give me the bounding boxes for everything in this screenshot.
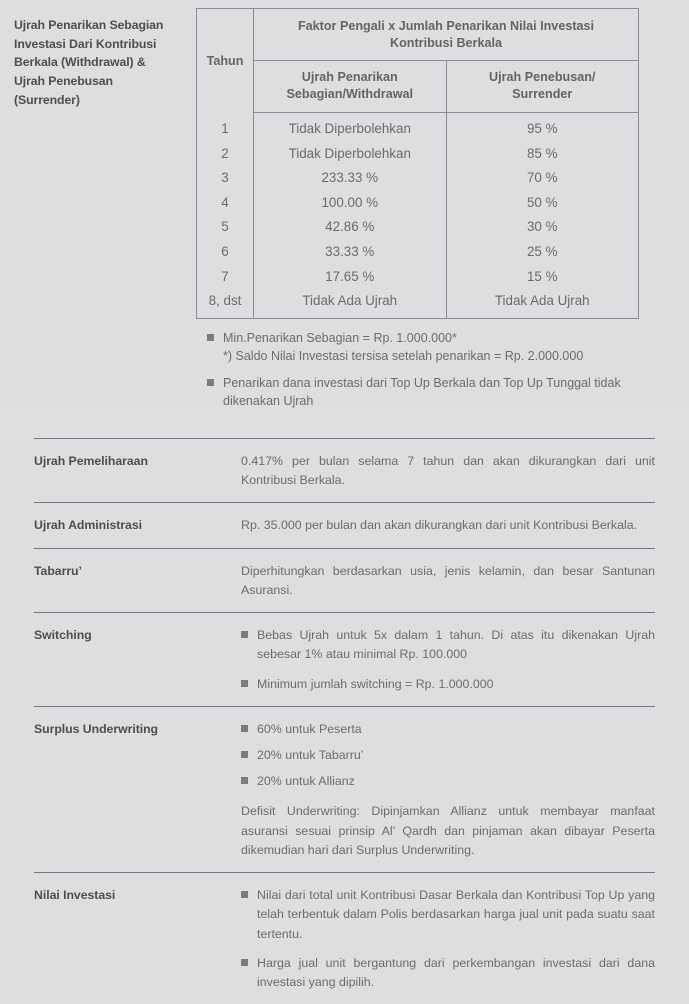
column-header-withdrawal bbox=[254, 61, 447, 113]
column-header-line: Sebagian/Withdrawal bbox=[286, 87, 414, 101]
ujrah-withdrawal-table bbox=[196, 8, 639, 319]
list-item bbox=[241, 886, 655, 944]
paragraph: Rp. 35.000 per bulan dan akan dikurangkan dari unit Kontribusi Berkala. bbox=[241, 518, 638, 533]
table-row bbox=[197, 166, 639, 191]
list-item bbox=[241, 954, 655, 992]
cell-surrender: 15 % bbox=[526, 268, 558, 284]
square-bullet-icon bbox=[241, 631, 248, 638]
definition-row-tabarru bbox=[34, 549, 655, 612]
definition-label: Surplus Underwriting bbox=[34, 721, 159, 736]
column-header-surrender bbox=[446, 61, 639, 113]
column-header-tahun: Tahun bbox=[197, 9, 254, 113]
bullet-list bbox=[241, 886, 655, 992]
definition-row-nilai-investasi bbox=[34, 873, 655, 1004]
withdrawal-notes-list bbox=[196, 329, 663, 411]
definition-value bbox=[241, 452, 655, 490]
cell-year: 2 bbox=[197, 141, 254, 166]
table-header-row-1 bbox=[197, 9, 639, 61]
table-row bbox=[197, 141, 639, 166]
definition-label: Nilai Investasi bbox=[34, 888, 116, 903]
note-item bbox=[207, 329, 663, 365]
note-sub-text: *) Saldo Nilai Investasi tersisa setelah penarikan = Rp. 2.000.000 bbox=[223, 348, 584, 363]
definition-row-surplus-underwriting bbox=[34, 707, 655, 872]
paragraph-defisit-underwriting: Defisit Underwriting: Dipinjamkan Allianz untuk membayar manfaat asuransi sesuai prinsip Al’ Qardh dan pinjaman akan dibayar Peserta dikemudian hari dari Surplus Underwriting. bbox=[241, 804, 655, 857]
bullet-list bbox=[241, 720, 655, 792]
cell-surrender: 25 % bbox=[526, 243, 558, 259]
cell-year: 7 bbox=[197, 264, 254, 289]
list-item-text: Nilai dari total unit Kontribusi Dasar Berkala dan Kontribusi Top Up yang telah terbentuk dalam Polis berdasarkan harga jual unit pada suatu saat tertentu. bbox=[257, 888, 655, 941]
list-item bbox=[241, 746, 655, 765]
cell-withdrawal: 233.33 % bbox=[254, 166, 447, 191]
note-main-text: Min.Penarikan Sebagian = Rp. 1.000.000* bbox=[223, 330, 457, 345]
group-header-line: Faktor Pengali x Jumlah Penarikan Nilai Investasi bbox=[297, 19, 595, 33]
table-row bbox=[197, 239, 639, 264]
list-item-text: 60% untuk Peserta bbox=[257, 721, 362, 736]
cell-surrender: Tidak Ada Ujrah bbox=[494, 293, 590, 309]
cell-withdrawal: Tidak Diperbolehkan bbox=[254, 141, 447, 166]
cell-withdrawal: 33.33 % bbox=[254, 239, 447, 264]
list-item-text: Harga jual unit bergantung dari perkembangan investasi dari dana investasi yang dipilih. bbox=[257, 955, 655, 989]
square-bullet-icon bbox=[241, 959, 248, 966]
definition-label: Switching bbox=[34, 628, 92, 643]
definition-value bbox=[241, 626, 655, 694]
group-header-line: Kontribusi Berkala bbox=[390, 36, 502, 50]
table-row bbox=[197, 113, 639, 142]
square-bullet-icon bbox=[241, 725, 248, 732]
title-line: Ujrah Penarikan Sebagian bbox=[14, 18, 164, 32]
definition-value bbox=[241, 562, 655, 600]
square-bullet-icon bbox=[241, 777, 248, 784]
list-item-text: 20% untuk Allianz bbox=[257, 774, 355, 789]
withdrawal-section-title bbox=[0, 8, 196, 109]
cell-surrender: 95 % bbox=[526, 121, 558, 136]
column-header-line: Ujrah Penarikan bbox=[301, 70, 398, 84]
cell-withdrawal: Tidak Diperbolehkan bbox=[254, 113, 447, 142]
cell-year: 6 bbox=[197, 239, 254, 264]
bullet-list bbox=[241, 626, 655, 694]
definition-value bbox=[241, 720, 655, 860]
note-body bbox=[223, 374, 663, 410]
paragraph: 0.417% per bulan selama 7 tahun dan akan dikurangkan dari unit Kontribusi Berkala. bbox=[241, 454, 655, 488]
cell-year: 1 bbox=[197, 113, 254, 142]
cell-surrender: 85 % bbox=[526, 145, 558, 161]
withdrawal-surrender-section bbox=[0, 0, 689, 408]
definition-label: Ujrah Administrasi bbox=[34, 518, 142, 533]
cell-year: 5 bbox=[197, 215, 254, 240]
cell-surrender: 70 % bbox=[526, 170, 558, 186]
cell-withdrawal: Tidak Ada Ujrah bbox=[254, 289, 447, 319]
square-bullet-icon bbox=[241, 751, 248, 758]
title-line: Berkala (Withdrawal) & bbox=[14, 55, 146, 70]
title-line: Investasi Dari Kontribusi bbox=[14, 36, 157, 51]
list-item bbox=[241, 675, 655, 694]
cell-year: 8, dst bbox=[197, 289, 254, 319]
table-row bbox=[197, 215, 639, 240]
cell-surrender: 50 % bbox=[526, 194, 558, 210]
table-row bbox=[197, 264, 639, 289]
list-item bbox=[241, 772, 655, 791]
table-body bbox=[197, 113, 639, 319]
cell-withdrawal: 42.86 % bbox=[254, 215, 447, 240]
definition-value bbox=[241, 516, 655, 535]
page-bottom-cutoff-artifact bbox=[0, 988, 689, 1000]
table-row bbox=[197, 190, 639, 215]
cell-withdrawal: 100.00 % bbox=[254, 190, 447, 215]
definition-value bbox=[241, 886, 655, 992]
cell-withdrawal: 17.65 % bbox=[254, 264, 447, 289]
note-item bbox=[207, 374, 663, 410]
note-body bbox=[223, 329, 663, 365]
list-item bbox=[241, 626, 655, 664]
list-item-text: 20% untuk Tabarru’ bbox=[257, 747, 364, 762]
paragraph: Diperhitungkan berdasarkan usia, jenis kelamin, dan besar Santunan Asuransi. bbox=[241, 563, 655, 597]
cell-year: 4 bbox=[197, 190, 254, 215]
definition-row-switching bbox=[34, 613, 655, 706]
list-item-text: Bebas Ujrah untuk 5x dalam 1 tahun. Di atas itu dikenakan Ujrah sebesar 1% atau minimal Rp. 100.000 bbox=[257, 628, 655, 662]
square-bullet-icon bbox=[207, 379, 214, 386]
definition-row-ujrah-pemeliharaan bbox=[34, 439, 655, 502]
square-bullet-icon bbox=[241, 680, 248, 687]
note-main-text: Penarikan dana investasi dari Top Up Berkala dan Top Up Tunggal tidak dikenakan Ujrah bbox=[223, 375, 621, 408]
table-header bbox=[197, 9, 639, 113]
column-group-header bbox=[254, 9, 639, 61]
square-bullet-icon bbox=[207, 334, 214, 341]
definition-label: Ujrah Pemeliharaan bbox=[34, 454, 148, 468]
title-line: (Surrender) bbox=[14, 92, 80, 107]
table-row bbox=[197, 289, 639, 319]
column-header-line: Surrender bbox=[512, 87, 573, 101]
title-line: Ujrah Penebusan bbox=[14, 74, 113, 89]
cell-surrender: 30 % bbox=[526, 219, 558, 235]
cell-year: 3 bbox=[197, 166, 254, 191]
table-header-row-2 bbox=[197, 61, 639, 113]
column-header-line: Ujrah Penebusan/ bbox=[489, 70, 596, 84]
square-bullet-icon bbox=[241, 891, 248, 898]
list-item bbox=[241, 720, 655, 739]
definition-row-ujrah-administrasi bbox=[34, 503, 655, 547]
fees-definition-section bbox=[0, 438, 689, 1004]
list-item-text: Minimum jumlah switching = Rp. 1.000.000 bbox=[257, 676, 494, 691]
definition-label: Tabarru’ bbox=[34, 563, 82, 578]
